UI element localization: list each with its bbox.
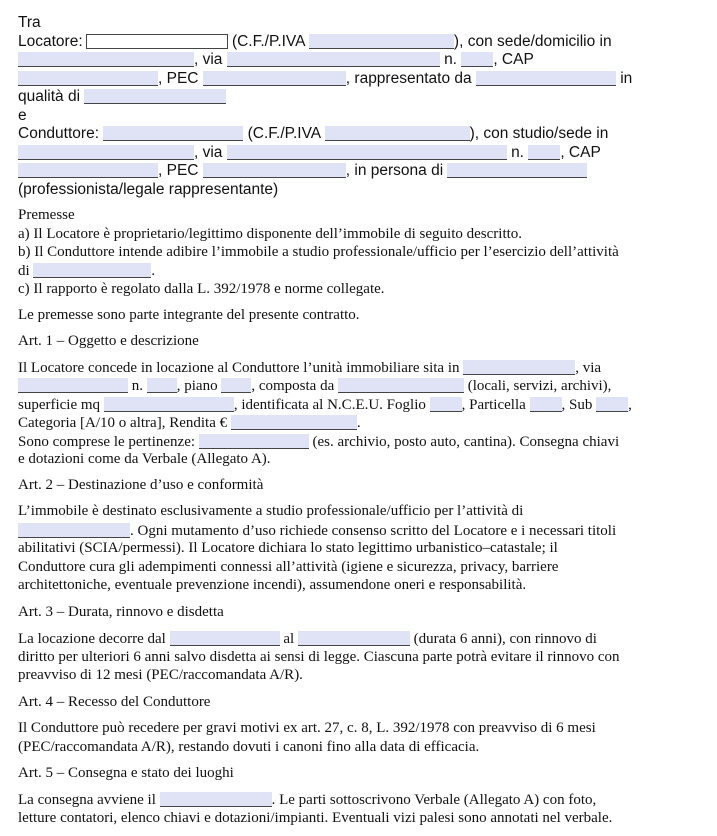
locatore-pec-field[interactable] <box>203 71 346 86</box>
art1-l2d: (locali, servizi, archivi), <box>467 378 612 394</box>
via-label-2: , via <box>194 144 223 161</box>
superficie-field[interactable] <box>104 397 234 412</box>
period-text: . <box>151 263 156 279</box>
art4-heading: Art. 4 – Recesso del Conduttore <box>18 694 211 710</box>
conduttore-cf-field[interactable] <box>325 126 470 141</box>
conduttore-pec-field[interactable] <box>203 163 346 178</box>
art1-line2 <box>18 378 611 394</box>
conduttore-number-field[interactable] <box>528 145 560 160</box>
locatore-qualita-field[interactable] <box>84 89 226 104</box>
cap-label-2: , CAP <box>560 144 601 161</box>
locatore-name-field[interactable] <box>86 34 228 49</box>
attivita-field[interactable] <box>33 263 151 278</box>
locatore-street-field[interactable] <box>227 52 440 67</box>
locatore-label: Locatore: <box>18 33 83 50</box>
art1-l3a: superficie mq <box>18 397 101 413</box>
pec-label-2: , PEC <box>158 162 199 179</box>
premessa-c: c) Il rapporto è regolato dalla L. 392/1978 e norme collegate. <box>18 281 385 297</box>
conduttore-pec-line <box>18 163 587 179</box>
art1-l4a: Categoria [A/10 o altra], Rendita € <box>18 415 228 431</box>
art1-l3e: , <box>628 397 632 413</box>
decorrenza-field[interactable] <box>170 631 280 646</box>
immobile-city-field[interactable] <box>463 360 575 375</box>
immobile-number-field[interactable] <box>147 378 177 393</box>
composizione-field[interactable] <box>338 378 464 393</box>
art1-heading: Art. 1 – Oggetto e descrizione <box>18 333 199 349</box>
art1-l2b: , piano <box>176 378 218 394</box>
art4-line1: Il Conduttore può recedere per gravi motivi ex art. 27, c. 8, L. 392/1978 con preavviso di 6 mesi <box>18 720 596 736</box>
qualita-line <box>18 89 226 105</box>
art1-l2a: n. <box>131 378 143 394</box>
in-persona-label: , in persona di <box>345 162 444 179</box>
studio-sede-label: ), con studio/sede in <box>469 125 609 142</box>
art4-line2: (PEC/raccomandata A/R), restando dovuti i canoni fino alla data di efficacia. <box>18 739 480 755</box>
locatore-rep-field[interactable] <box>476 71 616 86</box>
art2-line3: abilitativi (SCIA/permessi). Il Locatore dichiara lo stato legittimo urbanistico–catastale; il <box>18 540 558 556</box>
premessa-b: b) Il Conduttore intende adibire l’immobile a studio professionale/ufficio per l’esercizio dell’attività <box>18 244 619 260</box>
art2-l2: . Ogni mutamento d’uso richiede consenso scritto del Locatore e i necessari titoli <box>130 523 617 539</box>
art1-l5a: Sono comprese le pertinenze: <box>18 434 196 450</box>
art5-line2: letture contatori, elenco chiavi e dotazioni/impianti. Eventuali vizi palesi sono annotati nel verbale. <box>18 810 613 826</box>
conduttore-street-field[interactable] <box>227 145 507 160</box>
art3-l1b: al <box>283 631 295 647</box>
art1-l2c: , composta da <box>251 378 335 394</box>
locatore-number-field[interactable] <box>461 52 493 67</box>
in-label: in <box>620 70 633 87</box>
rappresentato-label: , rappresentato da <box>345 70 472 87</box>
art3-l1a: La locazione decorre dal <box>18 631 166 647</box>
locatore-city-field[interactable] <box>18 52 194 67</box>
di-label: di <box>18 263 30 279</box>
cf-piva-label-2: (C.F./P.IVA <box>247 125 321 142</box>
art2-line5: architettoniche, eventuale prevenzione incendi), assumendone oneri e responsabilità. <box>18 577 527 593</box>
conduttore-label: Conduttore: <box>18 125 99 142</box>
conduttore-cap-field[interactable] <box>18 163 158 178</box>
art5-l1b: . Le parti sottoscrivono Verbale (Allegato A) con foto, <box>271 792 597 808</box>
locatore-cf-field[interactable] <box>309 34 454 49</box>
n-label: n. <box>444 51 457 68</box>
art1-l4b: . <box>356 415 361 431</box>
attivita-field-2[interactable] <box>18 523 130 538</box>
cap-label: , CAP <box>493 51 534 68</box>
prof-line <box>18 182 278 198</box>
art3-heading: Art. 3 – Durata, rinnovo e disdetta <box>18 604 224 620</box>
piano-field[interactable] <box>221 378 251 393</box>
via-label: , via <box>194 51 223 68</box>
art1-l3d: , Sub <box>561 397 593 413</box>
art1-l1b: , via <box>575 360 602 376</box>
art2-heading: Art. 2 – Destinazione d’uso e conformità <box>18 477 264 493</box>
conduttore-address-line <box>18 145 601 161</box>
qualita-label: qualità di <box>18 88 81 105</box>
prof-legale-text: (professionista/legale rappresentante) <box>18 181 279 198</box>
conduttore-name-field[interactable] <box>103 126 243 141</box>
art5-heading: Art. 5 – Consegna e stato dei luoghi <box>18 765 234 781</box>
tra-text: Tra <box>18 14 41 31</box>
scadenza-field[interactable] <box>298 631 410 646</box>
locatore-pec-line <box>18 71 632 87</box>
cf-piva-label: (C.F./P.IVA <box>231 33 305 50</box>
sub-field[interactable] <box>596 397 628 412</box>
e-line <box>18 108 27 124</box>
art1-line1 <box>18 360 601 376</box>
art1-line3 <box>18 397 632 413</box>
locatore-cap-field[interactable] <box>18 71 158 86</box>
conduttore-line <box>18 126 608 142</box>
art2-line2 <box>18 523 616 539</box>
art1-l3c: , Particella <box>461 397 526 413</box>
art2-line4: Conduttore cura gli adempimenti connessi all’attività (igiene e sicurezza, privacy, barriere <box>18 559 559 575</box>
particella-field[interactable] <box>530 397 562 412</box>
rendita-field[interactable] <box>231 415 357 430</box>
premessa-b-line2 <box>18 263 155 279</box>
conduttore-person-field[interactable] <box>447 163 587 178</box>
locatore-line <box>18 34 612 50</box>
consegna-date-field[interactable] <box>160 792 272 807</box>
conduttore-city-field[interactable] <box>18 145 194 160</box>
pertinenze-field[interactable] <box>199 434 309 449</box>
pec-label: , PEC <box>158 70 199 87</box>
locatore-address-line <box>18 52 534 68</box>
sede-domicilio-label: ), con sede/domicilio in <box>453 33 612 50</box>
art1-line6: e dotazioni come da Verbale (Allegato A). <box>18 451 271 467</box>
art2-line1: L’immobile è destinato esclusivamente a studio professionale/ufficio per l’attività di <box>18 503 524 519</box>
art1-line5 <box>18 434 619 450</box>
art1-l5b: (es. archivio, posto auto, cantina). Consegna chiavi <box>312 434 620 450</box>
art1-l1a: Il Locatore concede in locazione al Conduttore l’unità immobiliare sita in <box>18 360 460 376</box>
art1-line4 <box>18 415 361 431</box>
n-label-2: n. <box>511 144 524 161</box>
art1-l3b: , identificata al N.C.E.U. Foglio <box>233 397 426 413</box>
tra-line <box>18 15 41 31</box>
art3-line3: preavviso di 12 mesi (PEC/raccomandata A/R). <box>18 667 303 683</box>
art5-l1a: La consegna avviene il <box>18 792 156 808</box>
premessa-a: a) Il Locatore è proprietario/legittimo disponente dell’immobile di seguito descritto. <box>18 226 523 242</box>
premesse-title: Premesse <box>18 207 75 223</box>
premesse-integrante: Le premesse sono parte integrante del presente contratto. <box>18 307 360 323</box>
art3-line2: diritto per ulteriori 6 anni salvo disdetta ai sensi di legge. Ciascuna parte potrà evitare il rinnovo con <box>18 649 620 665</box>
immobile-street-field[interactable] <box>18 378 128 393</box>
art3-line1 <box>18 631 597 647</box>
foglio-field[interactable] <box>430 397 462 412</box>
e-text: e <box>18 107 27 124</box>
art3-l1c: (durata 6 anni), con rinnovo di <box>413 631 597 647</box>
art5-line1 <box>18 792 596 808</box>
